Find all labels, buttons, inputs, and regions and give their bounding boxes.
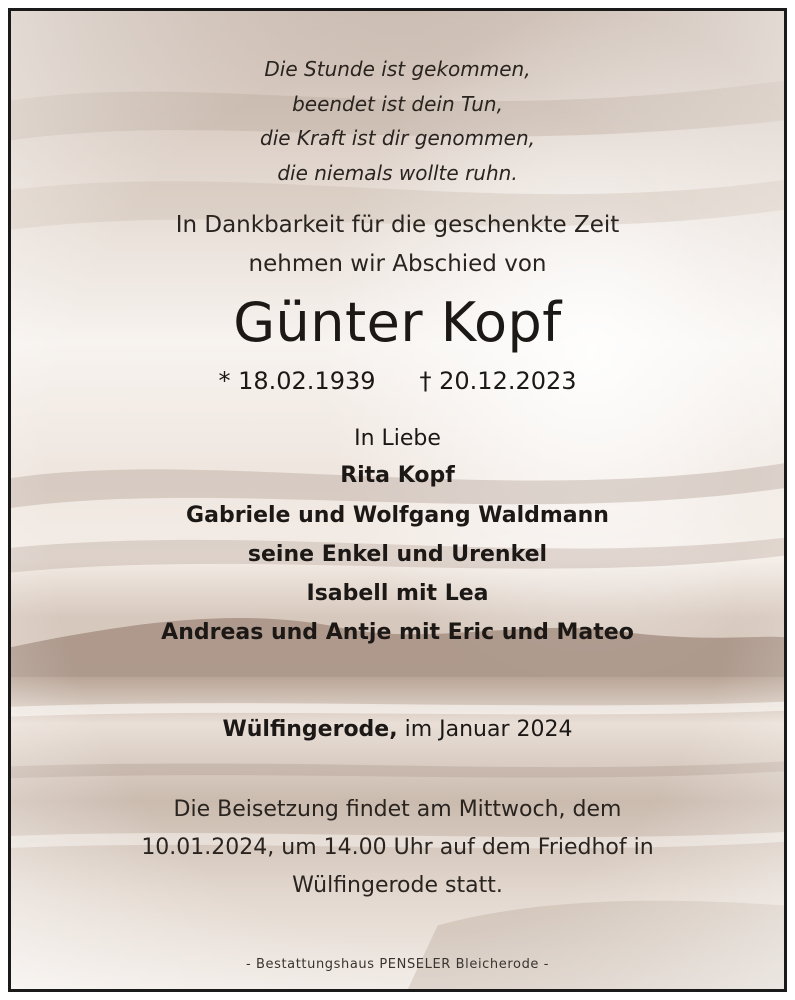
poem-line: die niemals wollte ruhn. [277,161,518,185]
family-heading: In Liebe [354,426,441,451]
family-member: seine Enkel und Urenkel [247,542,548,567]
funeral-home-credit: - Bestattungshaus PENSELER Bleicherode - [245,957,550,972]
family-member: Rita Kopf [340,463,455,488]
place-month: im Januar 2024 [404,717,573,742]
deceased-name: Günter Kopf [233,291,562,354]
funeral-line: Die Beisetzung findet am Mittwoch, dem [173,797,622,822]
place-date [11,714,784,746]
intro-line: nehmen wir Abschied von [248,251,547,277]
obituary-content [11,11,784,989]
life-dates [11,365,784,397]
obituary-frame [8,8,787,992]
family-member: Andreas und Antje mit Eric und Mateo [161,620,634,645]
intro-line: In Dankbarkeit für die geschenkte Zeit [175,212,620,238]
family-member: Isabell mit Lea [306,581,489,606]
funeral-line: Wülfingerode statt. [292,873,503,898]
funeral-line: 10.01.2024, um 14.00 Uhr auf dem Friedhof in [141,835,654,860]
family-member: Gabriele und Wolfgang Waldmann [186,503,609,528]
poem-line: Die Stunde ist gekommen, [264,57,531,81]
poem-line: die Kraft ist dir genommen, [260,126,535,150]
poem-line: beendet ist dein Tun, [292,92,503,116]
place-town: Wülfingerode, [222,717,398,742]
birth-date: * 18.02.1939 [218,367,376,395]
death-date: † 20.12.2023 [419,367,577,395]
